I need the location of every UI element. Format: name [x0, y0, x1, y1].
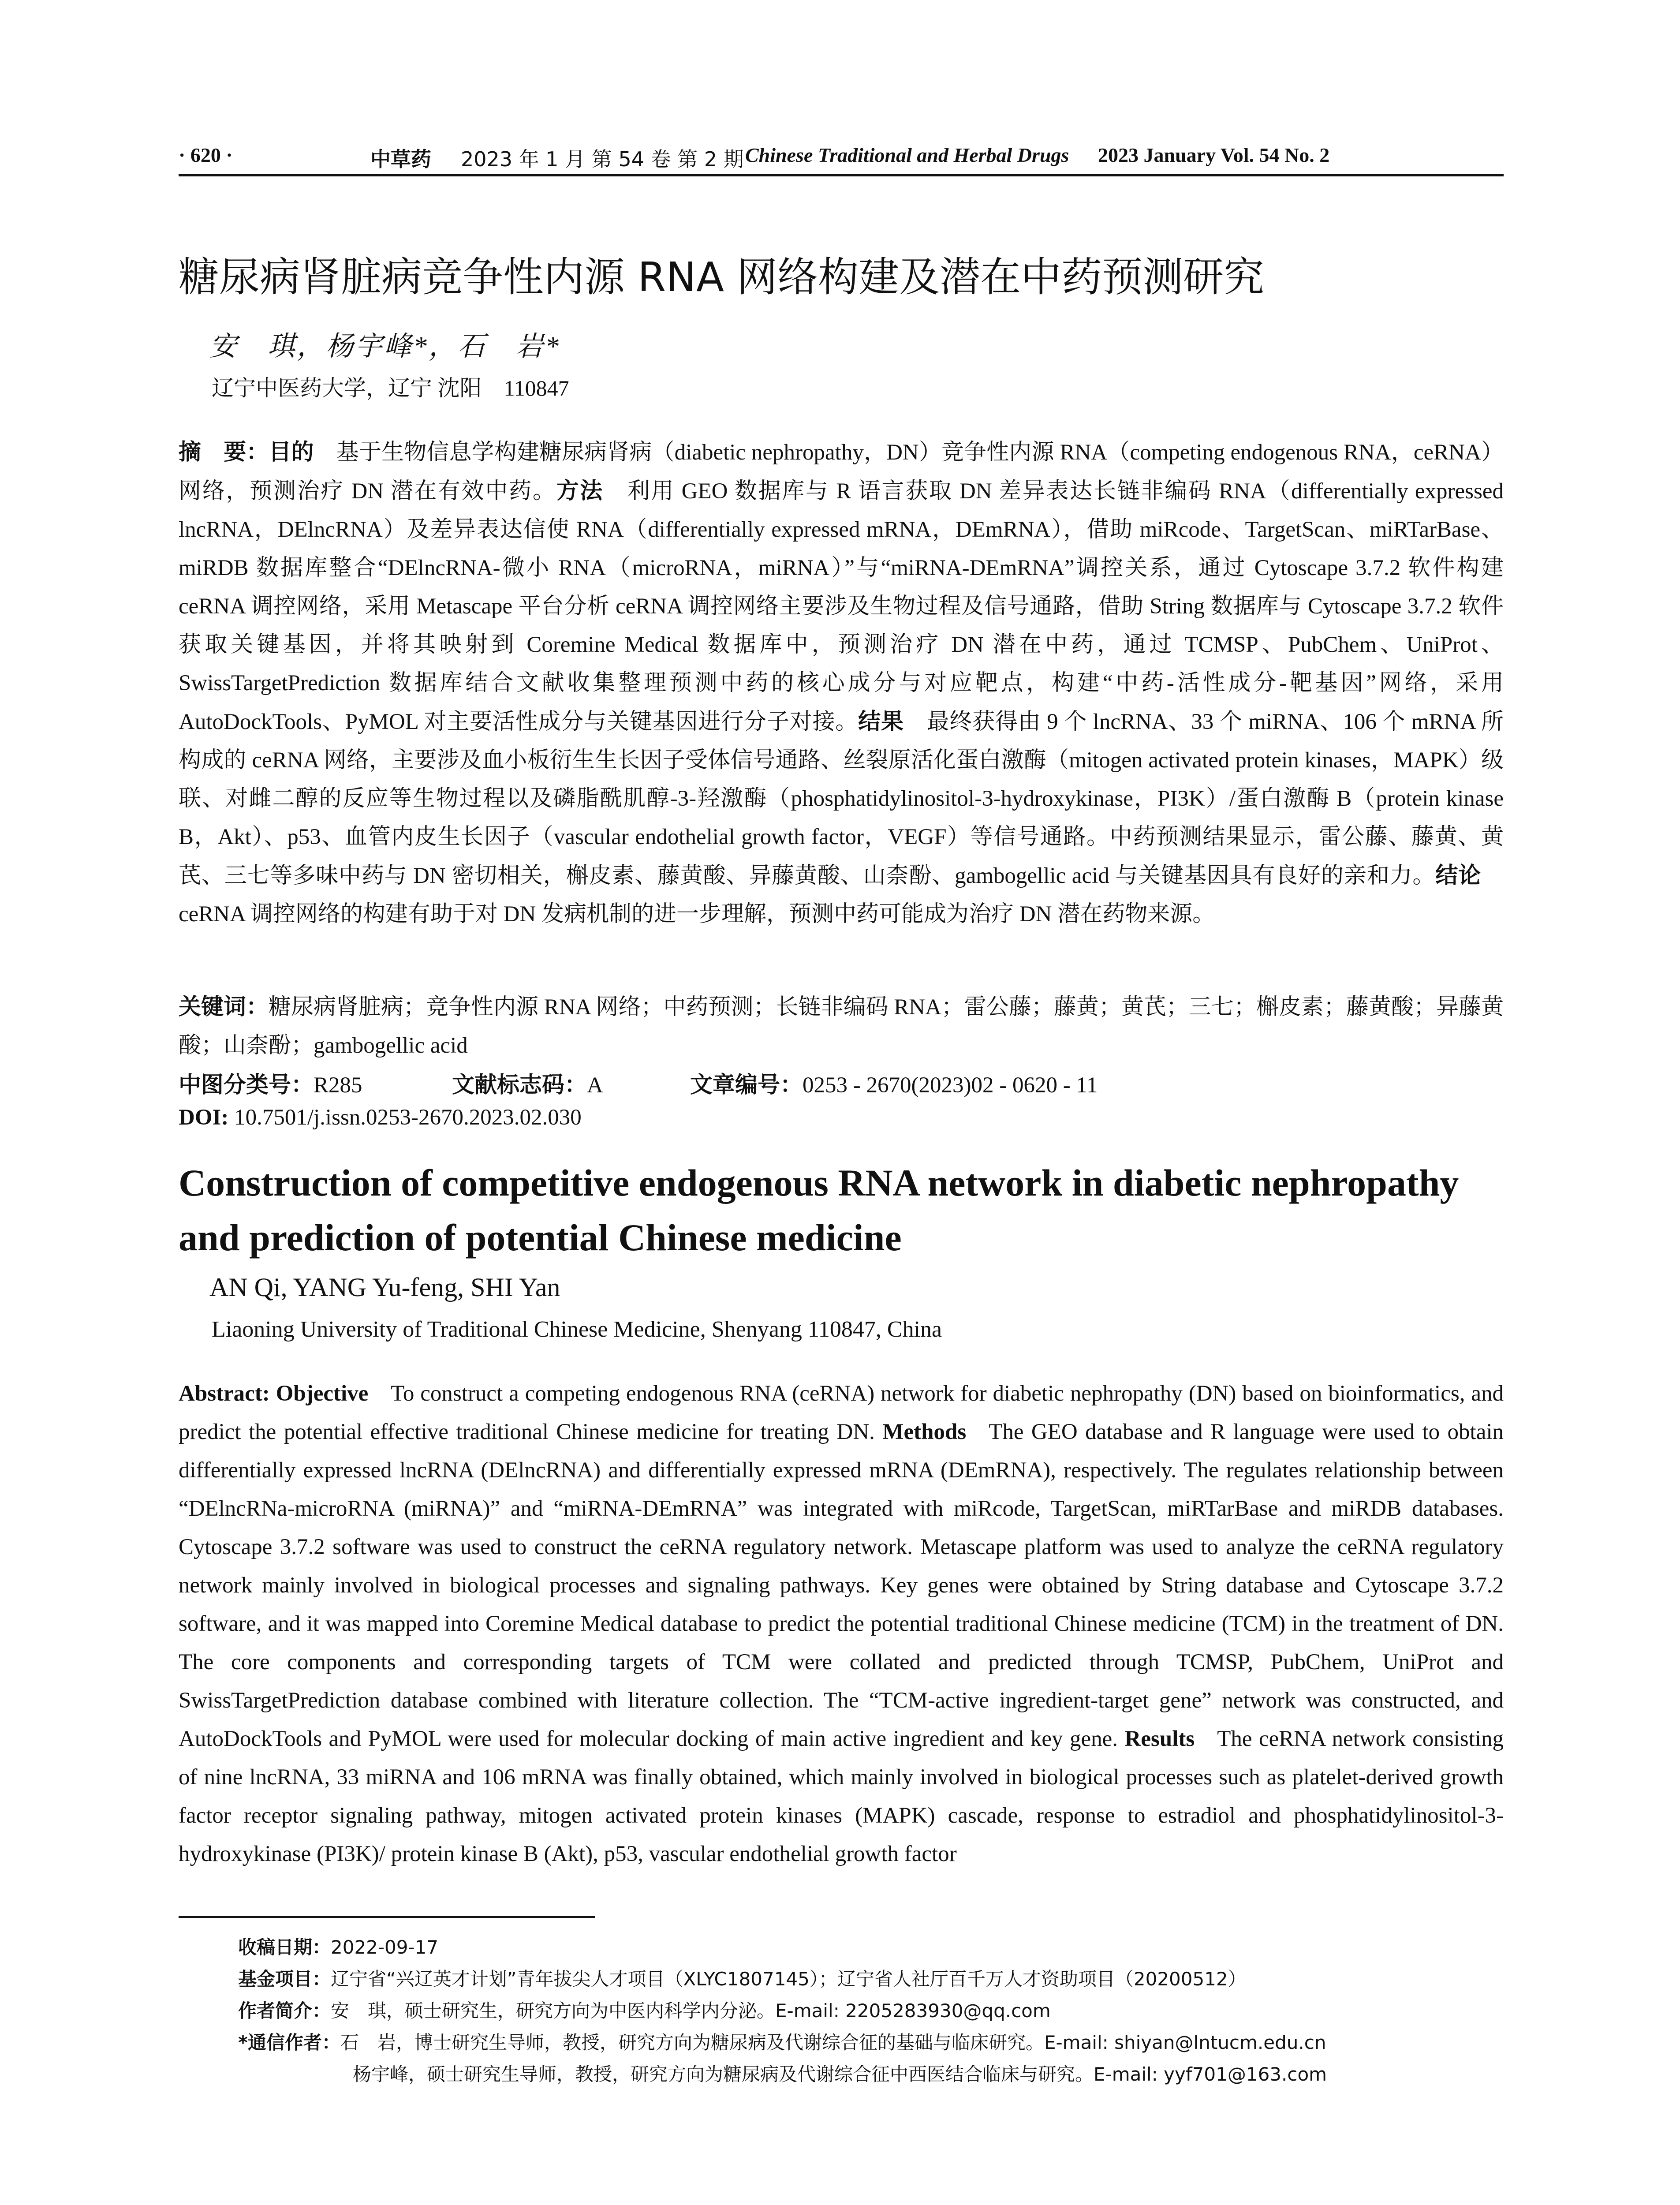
doi-label: DOI: [179, 1105, 229, 1130]
abstract-label-en: Abstract: [179, 1381, 270, 1406]
results-label-cn: 结果 [858, 709, 904, 735]
article-title-en: Construction of competitive endogenous RNA network in diabetic nephropathy and prediction of potential Chinese medicine [179, 1162, 1459, 1259]
doccode-value: A [587, 1073, 603, 1098]
doi-row [179, 1105, 582, 1130]
keywords-cn [179, 988, 1504, 1065]
results-cn: 最终获得由 9 个 lncRNA、33 个 miRNA、106 个 mRNA 所构成的 ceRNA 网络，主要涉及血小板衍生生长因子受体信号通路、丝裂原活化蛋白激酶（mitogen activated protein kinases，MAPK）级联、对雌二醇的反应等生物过程以及磷脂酰肌醇-3-羟激酶（phosphatidylinositol-3-hydroxykinase，PI3K）/蛋白激酶 B（protein kinase B，Akt）、p53、血管内皮生长因子（vascular endothelial growth factor，VEGF）等信号通路。中药预测结果显示，雷公藤、藤黄、黄芪、三七等多味中药与 DN 密切相关，槲皮素、藤黄酸、异藤黄酸、山柰酚、gambogellic acid 与关键基因具有良好的亲和力。 [179, 710, 1504, 888]
objective-cn: 基于生物信息学构建糖尿病肾病（diabetic nephropathy，DN）竞争性内源 RNA（competing endogenous RNA，ceRNA）网络，预测治疗 DN 潜在有效中药。 [179, 440, 1504, 504]
footnote-rule [179, 1916, 595, 1918]
issue-en: 2023 January Vol. 54 No. 2 [1098, 144, 1330, 166]
methods-en: The GEO database and R language were used to obtain differentially expressed lncRNA (DElncRNA) and differentially expressed mRNA (DEmRNA), respectively. The regulates relationship between “DElncRNa-microRNA (miRNA)” and “miRNA-DEmRNA” was integrated with miRcode, TargetScan, miRTarBase and miRDB databases. Cytoscape 3.7.2 software was used to construct the ceRNA regulatory network. Metascape platform was used to analyze the ceRNA regulatory network mainly involved in biological processes and signaling pathways. Key genes were obtained by String database and Cytoscape 3.7.2 software, and it was mapped into Coremine Medical database to predict the potential traditional Chinese medicine (TCM) in the treatment of DN. The core components and corresponding targets of TCM were collated and predicted through TCMSP, PubChem, UniProt and SwissTargetPrediction database combined with literature collection. The “TCM-active ingredient-target gene” network was constructed, and AutoDockTools and PyMOL were used for molecular docking of main active ingredient and key gene. [179, 1420, 1504, 1751]
methods-cn: 利用 GEO 数据库与 R 语言获取 DN 差异表达长链非编码 RNA（differentially expressed lncRNA，DElncRNA）及差异表达信使 RNA（differentially expressed mRNA，DEmRNA），借助 miRcode、TargetScan、miRTarBase、miRDB 数据库整合“DElncRNA-微小 RNA（microRNA，miRNA）”与“miRNA-DEmRNA”调控关系，通过 Cytoscape 3.7.2 软件构建 ceRNA 调控网络，采用 Metascape 平台分析 ceRNA 调控网络主要涉及生物过程及信号通路，借助 String 数据库与 Cytoscape 3.7.2 软件获取关键基因，并将其映射到 Coremine Medical 数据库中，预测治疗 DN 潜在中药，通过 TCMSP、PubChem、UniProt、SwissTargetPrediction 数据库结合文献收集整理预测中药的核心成分与对应靶点，构建“中药-活性成分-靶基因”网络，采用 AutoDockTools、PyMOL 对主要活性成分与关键基因进行分子对接。 [179, 479, 1504, 734]
abstract-cn [179, 433, 1504, 934]
affiliation-en: Liaoning University of Traditional Chinese Medicine, Shenyang 110847, China [212, 1317, 942, 1342]
conclusion-label-cn: 结论 [1435, 863, 1481, 889]
results-en: The ceRNA network consisting of nine lncRNA, 33 miRNA and 106 mRNA was finally obtained, which mainly involved in biological processes such as platelet-derived growth factor receptor signaling pathway, mitogen activated protein kinases (MAPK) cascade, response to estradiol and phosphatidylinositol-3-hydroxykinase (PI3K)/ protein kinase B (Akt), p53, vascular endothelial growth factor [179, 1727, 1504, 1866]
footnote-author-bio: 作者简介：安 琪，硕士研究生，研究方向为中医内科学内分泌。E-mail: 2205283930@qq.com [238, 2000, 1051, 2022]
doi-value: 10.7501/j.issn.0253-2670.2023.02.030 [234, 1105, 582, 1130]
objective-label-en: Objective [276, 1381, 369, 1406]
abstract-en [179, 1375, 1504, 1873]
abstract-label-cn: 摘 要： [179, 439, 269, 465]
articleno-label: 文章编号： [690, 1072, 803, 1098]
objective-en: To construct a competing endogenous RNA (ceRNA) network for diabetic nephropathy (DN) based on bioinformatics, and predict the potential effective traditional Chinese medicine for treating DN. [179, 1381, 1504, 1444]
affiliation-cn: 辽宁中医药大学，辽宁 沈阳 110847 [212, 376, 569, 400]
results-label-en: Results [1124, 1727, 1195, 1751]
keywords-text-cn: 糖尿病肾脏病；竞争性内源 RNA 网络；中药预测；长链非编码 RNA；雷公藤；藤黄；黄芪；三七；槲皮素；藤黄酸；异藤黄酸；山柰酚；gambogellic acid [179, 995, 1504, 1058]
methods-label-cn: 方法 [556, 478, 604, 504]
classification-row [179, 1066, 1098, 1099]
journal-name-en: Chinese Traditional and Herbal Drugs [745, 144, 1069, 166]
footnote-fund: 基金项目：辽宁省“兴辽英才计划”青年拔尖人才项目（XLYC1807145）；辽宁省人社厅百千万人才资助项目（20200512） [238, 1968, 1247, 1990]
articleno-value: 0253 - 2670(2023)02 - 0620 - 11 [803, 1073, 1098, 1098]
methods-label-en: Methods [882, 1420, 967, 1444]
issue-cn: 2023 年 1 月 第 54 卷 第 2 期 [461, 147, 744, 171]
footnote-corresponding-2: 杨宇峰，硕士研究生导师，教授，研究方向为糖尿病及代谢综合征中西医结合临床与研究。E-mail: yyf701@163.com [353, 2063, 1327, 2085]
footnote-corresponding: *通信作者：石 岩，博士研究生导师，教授，研究方向为糖尿病及代谢综合征的基础与临床研究。E-mail: shiyan@lntucm.edu.cn [238, 2032, 1326, 2053]
footnote-received: 收稿日期：2022-09-17 [238, 1936, 439, 1958]
article-title-cn: 糖尿病肾脏病竞争性内源 RNA 网络构建及潜在中药预测研究 [179, 254, 1265, 301]
clc-value: R285 [314, 1073, 362, 1098]
objective-label-cn: 目的 [269, 439, 314, 465]
authors-cn: 安 琪，杨宇峰*，石 岩* [209, 332, 561, 362]
header-rule [179, 174, 1504, 176]
doccode-label: 文献标志码： [452, 1072, 587, 1098]
conclusion-cn: ceRNA 调控网络的构建有助于对 DN 发病机制的进一步理解，预测中药可能成为治疗 DN 潜在药物来源。 [179, 902, 1215, 927]
clc-label: 中图分类号： [179, 1072, 314, 1098]
authors-en: AN Qi, YANG Yu-feng, SHI Yan [209, 1273, 560, 1302]
journal-name-cn: 中草药 [370, 147, 431, 171]
page-number: · 620 · [179, 144, 233, 166]
keywords-label-cn: 关键词： [179, 994, 269, 1020]
